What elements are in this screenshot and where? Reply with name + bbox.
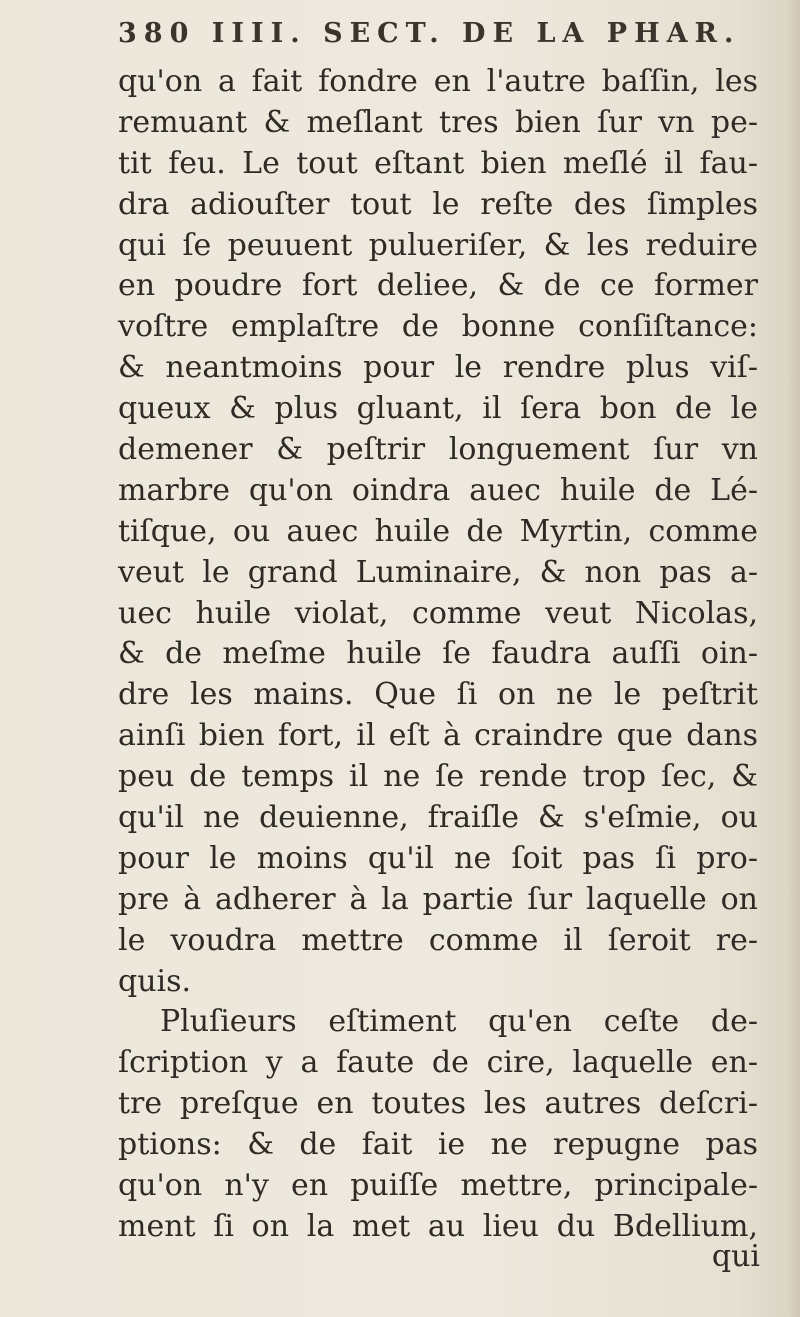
text-line: ſcription y a faute de cire, laquelle en- [118,1045,758,1081]
text-line: peu de temps il ne ſe rende trop ſec, & [118,759,758,795]
running-head: 380 IIII. SECT. DE LA PHAR. [118,18,741,49]
body-text [118,62,758,1248]
text-line: le voudra mettre comme il ſeroit re- [118,922,758,958]
text-line: & de meſme huile ſe faudra auſſi oin- [118,636,758,672]
text-line: dre les mains. Que ſi on ne le peſtrit [118,677,758,713]
text-line: qu'on n'y en puiſſe mettre, principale- [118,1168,758,1204]
text-line: qui ſe peuuent pulueriſer, & les reduire [118,227,758,263]
text-line: remuant & meſlant tres bien ſur vn pe- [118,104,758,140]
text-line: qu'on a fait fondre en l'autre baſſin, les [118,64,758,99]
page-gutter [786,0,800,1317]
text-line: queux & plus gluant, il ſera bon de le [118,391,758,427]
text-line: ment ſi on la met au lieu du Bdellium, [118,1208,758,1244]
text-line: tiſque, ou auec huile de Myrtin, comme [118,513,758,549]
text-line: ptions: & de fait ie ne repugne pas [118,1127,758,1163]
text-line: tit feu. Le tout eſtant bien meſlé il fau- [118,145,758,181]
text-line: ainſi bien fort, il eſt à craindre que dans [118,718,758,754]
text-line: & neantmoins pour le rendre plus viſ- [118,350,758,386]
text-line: veut le grand Luminaire, & non pas a- [118,554,758,590]
catchword: qui [711,1239,760,1274]
text-line: qu'il ne deuienne, fraiſle & s'eſmie, ou [118,800,758,836]
text-line: tre preſque en toutes les autres deſcri- [118,1086,758,1122]
text-line: marbre qu'on oindra auec huile de Lé- [118,472,758,508]
paragraph-first-line: Pluſieurs eſtiment qu'en ceſte de- [160,1004,758,1040]
text-line: pre à adherer à la partie ſur laquelle on [118,881,758,917]
text-line: voſtre emplaſtre de bonne conſiſtance: [118,309,758,345]
text-line: uec huile violat, comme veut Nicolas, [118,595,758,631]
text-line: dra adiouſter tout le reſte des ſimples [118,186,758,222]
text-line: en poudre fort deliee, & de ce former [118,268,758,304]
paragraph-end-line: quis. [118,963,192,999]
text-line: demener & peſtrir longuement ſur vn [118,432,758,468]
text-line: pour le moins qu'il ne ſoit pas ſi pro- [118,840,758,876]
